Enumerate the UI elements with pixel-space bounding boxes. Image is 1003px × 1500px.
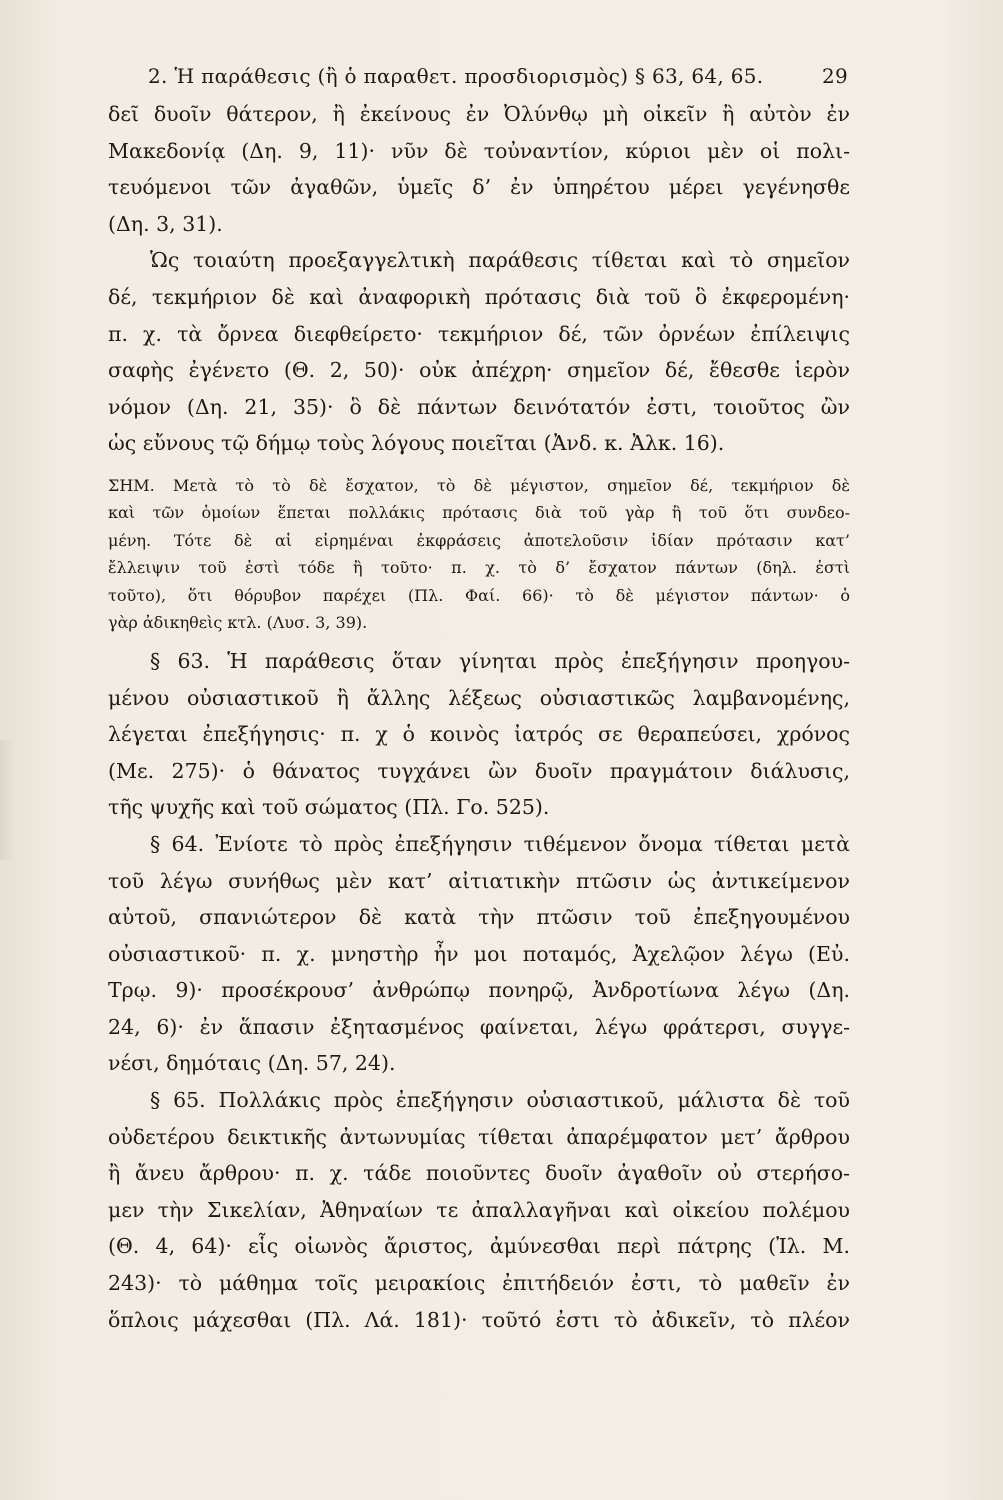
running-head-text: 2. Ἡ παράθεσις (ἢ ὁ παραθετ. προσδιορισμὸς) § 63, 64, 65. bbox=[148, 64, 764, 88]
note-line: ἔλλειψιν τοῦ ἐστὶ τόδε ἢ τοῦτο· π. χ. τὸ δ’ ἔσχατον πάντων (δηλ. ἐστὶ bbox=[108, 558, 850, 578]
text-line: Τρῳ. 9)· προσέκρουσ’ ἀνθρώπῳ πονηρῷ, Ἀνδροτίωνα λέγω (Δη. bbox=[108, 978, 850, 1003]
text-line: ὅπλοις μάχεσθαι (Πλ. Λά. 181)· τοῦτό ἐστι τὸ ἀδικεῖν, τὸ πλέον bbox=[108, 1307, 850, 1332]
text-line: νέσι, δημόταις (Δη. 57, 24). bbox=[108, 1051, 396, 1076]
page-number: 29 bbox=[821, 64, 848, 88]
text-line: δέ, τεκμήριον δὲ καὶ ἀναφορικὴ πρότασις διὰ τοῦ ὃ ἐκφερομένη· bbox=[108, 284, 850, 309]
section-64-heading-line: § 64. Ἐνίοτε τὸ πρὸς ἐπεξήγησιν τιθέμενον ὄνομα τίθεται μετὰ bbox=[150, 831, 850, 856]
body-text bbox=[108, 96, 850, 1338]
text-line: ὡς εὔνους τῷ δήμῳ τοὺς λόγους ποιεῖται (Ἀνδ. κ. Ἀλκ. 16). bbox=[108, 431, 725, 456]
note-line: τοῦτο), ὅτι θόρυβον παρέχει (Πλ. Φαί. 66)· τὸ δὲ μέγιστον πάντων· ὁ bbox=[108, 585, 850, 605]
running-header bbox=[148, 58, 848, 94]
text-line: οὐσιαστικοῦ· π. χ. μνηστὴρ ἦν μοι ποταμός, Ἀχελῷον λέγω (Εὐ. bbox=[108, 941, 850, 966]
text-line: (Δη. 3, 31). bbox=[108, 211, 223, 236]
paragraph-block-2 bbox=[108, 643, 850, 1338]
note-line: ΣΗΜ. Μετὰ τὸ τὸ δὲ ἔσχατον, τὸ δὲ μέγιστον, σημεῖον δέ, τεκμήριον δὲ bbox=[108, 475, 850, 495]
text-line: Ὡς τοιαύτη προεξαγγελτικὴ παράθεσις τίθεται καὶ τὸ σημεῖον bbox=[150, 248, 850, 273]
text-line: τευόμενοι τῶν ἀγαθῶν, ὑμεῖς δ’ ἐν ὑπηρέτου μέρει γεγένησθε bbox=[108, 175, 850, 200]
text-line: 243)· τὸ μάθημα τοῖς μειρακίοις ἐπιτήδειόν ἐστι, τὸ μαθεῖν ἐν bbox=[108, 1271, 850, 1296]
note-line: γὰρ ἀδικηθεὶς κτλ. (Λυσ. 3, 39). bbox=[108, 613, 368, 633]
note-block bbox=[108, 472, 850, 637]
text-line: ἢ ἄνευ ἄρθρου· π. χ. τάδε ποιοῦντες δυοῖν ἀγαθοῖν οὐ στερήσο- bbox=[108, 1161, 850, 1186]
text-line: τῆς ψυχῆς καὶ τοῦ σώματος (Πλ. Γο. 525). bbox=[108, 795, 550, 820]
text-line: οὐδετέρου δεικτικῆς ἀντωνυμίας τίθεται ἀπαρέμφατον μετ’ ἄρθρου bbox=[108, 1124, 850, 1149]
text-line: αὐτοῦ, σπανιώτερον δὲ κατὰ τὴν πτῶσιν τοῦ ἐπεξηγουμένου bbox=[108, 905, 850, 930]
text-line: μεν τὴν Σικελίαν, Ἀθηναίων τε ἀπαλλαγῆναι καὶ οἰκείου πολέμου bbox=[108, 1197, 850, 1222]
page-edge-shadow bbox=[0, 740, 14, 860]
text-line: μένου οὐσιαστικοῦ ἢ ἄλλης λέξεως οὐσιαστικῶς λαμβανομένης, bbox=[108, 685, 850, 710]
text-line: νόμον (Δη. 21, 35)· ὃ δὲ πάντων δεινότατόν ἐστι, τοιοῦτος ὢν bbox=[108, 394, 850, 419]
text-line: Μακεδονίᾳ (Δη. 9, 11)· νῦν δὲ τοὐναντίον, κύριοι μὲν οἱ πολι- bbox=[108, 138, 850, 163]
text-line: 24, 6)· ἐν ἅπασιν ἐξητασμένος φαίνεται, λέγω φράτερσι, συγγε- bbox=[108, 1014, 850, 1039]
text-line: τοῦ λέγω συνήθως μὲν κατ’ αἰτιατικὴν πτῶσιν ὡς ἀντικείμενον bbox=[108, 868, 850, 893]
text-line: (Με. 275)· ὁ θάνατος τυγχάνει ὢν δυοῖν πραγμάτοιν διάλυσις, bbox=[108, 758, 850, 783]
section-65-heading-line: § 65. Πολλάκις πρὸς ἐπεξήγησιν οὐσιαστικοῦ, μάλιστα δὲ τοῦ bbox=[150, 1088, 850, 1113]
text-line: π. χ. τὰ ὄρνεα διεφθείρετο· τεκμήριον δέ, τῶν ὀρνέων ἐπίλειψις bbox=[108, 321, 850, 346]
text-line: λέγεται ἐπεξήγησις· π. χ ὁ κοινὸς ἰατρός σε θεραπεύσει, χρόνος bbox=[108, 722, 850, 747]
text-line: σαφὴς ἐγένετο (Θ. 2, 50)· οὐκ ἀπέχρη· σημεῖον δέ, ἔθεσθε ἱερὸν bbox=[108, 358, 850, 383]
text-line: (Θ. 4, 64)· εἷς οἰωνὸς ἄριστος, ἀμύνεσθαι περὶ πάτρης (Ἰλ. Μ. bbox=[108, 1234, 850, 1259]
text-line: δεῖ δυοῖν θάτερον, ἢ ἐκείνους ἐν Ὀλύνθῳ μὴ οἰκεῖν ἢ αὐτὸν ἐν bbox=[108, 102, 850, 126]
note-line: καὶ τῶν ὁμοίων ἕπεται πολλάκις πρότασις διὰ τοῦ γὰρ ἢ τοῦ ὅτι συνδεο- bbox=[108, 503, 850, 523]
paragraph-block-1 bbox=[108, 96, 850, 462]
note-line: μένη. Τότε δὲ αἱ εἰρημέναι ἐκφράσεις ἀποτελοῦσιν ἰδίαν πρότασιν κατ’ bbox=[108, 530, 850, 550]
section-63-heading-line: § 63. Ἡ παράθεσις ὅταν γίνηται πρὸς ἐπεξήγησιν προηγου- bbox=[150, 648, 850, 673]
